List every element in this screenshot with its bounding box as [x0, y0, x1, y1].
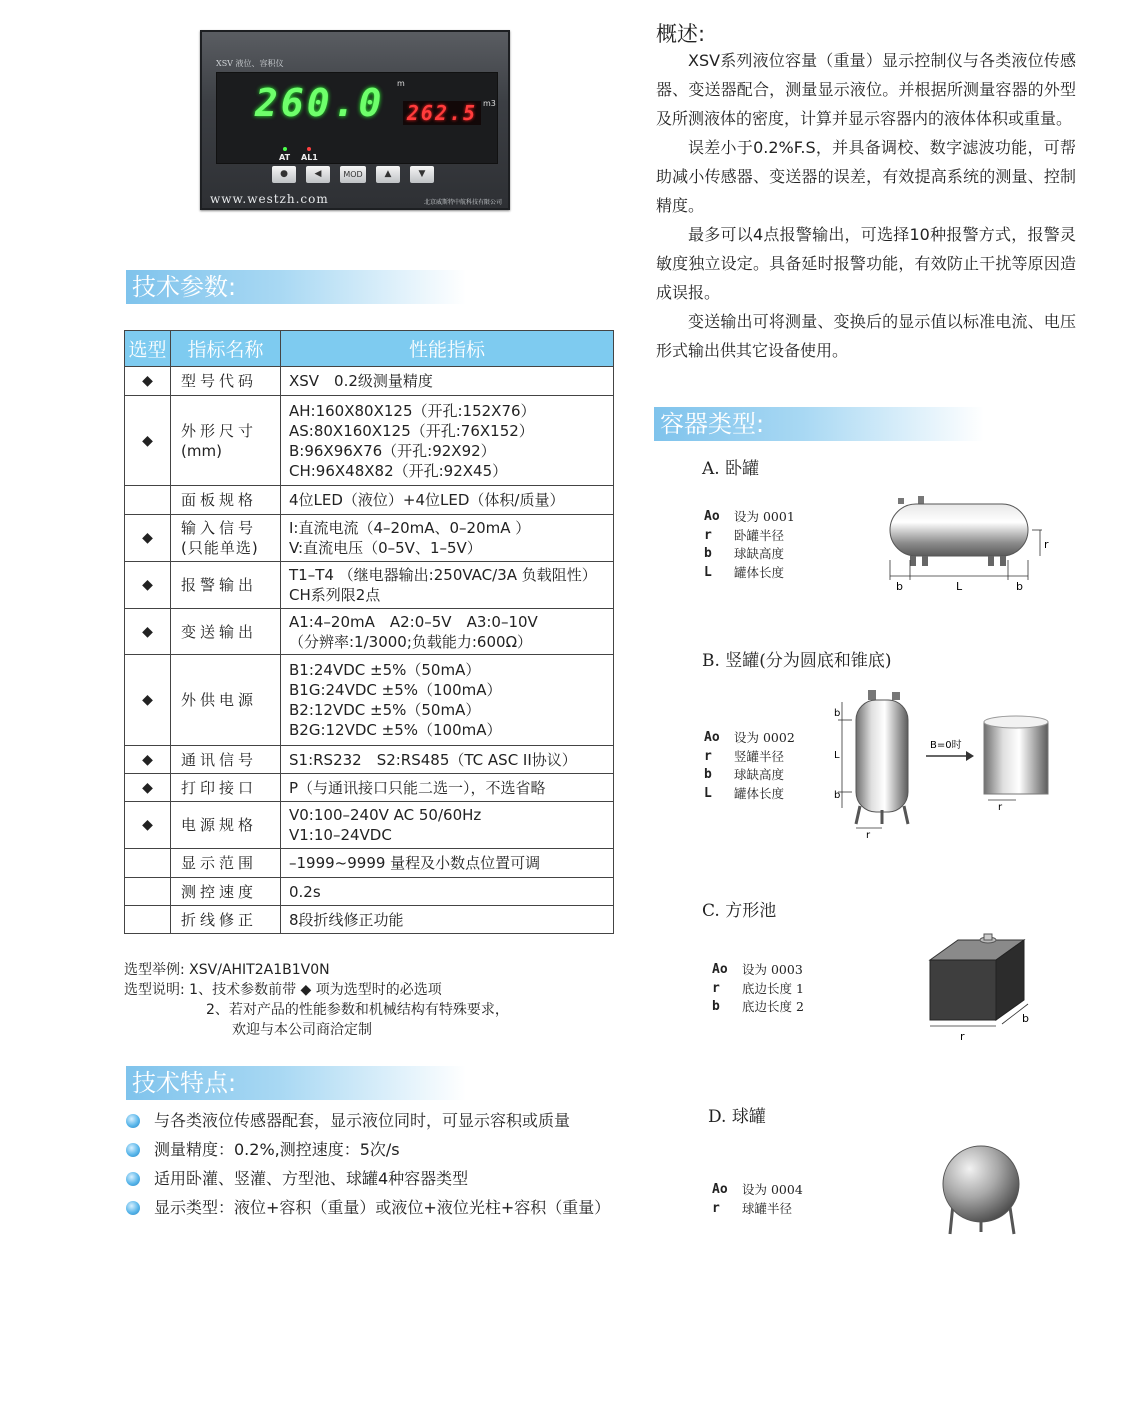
note-label: 选型说明:: [124, 982, 185, 998]
dim-label-r: r: [866, 830, 871, 840]
legend-row: b 球缺高度: [704, 546, 785, 561]
bullet-icon: [126, 1172, 140, 1186]
list-item: 与各类液位传感器配套，显示液位同时，可显示容积或质量: [126, 1106, 610, 1135]
arrow-right-icon: [966, 751, 974, 761]
table-row: [125, 849, 614, 878]
legend-row: L 罐体长度: [704, 564, 785, 580]
note-2b: 欢迎与本公司商洽定制: [232, 1022, 372, 1038]
required-mark: ◆: [125, 774, 171, 802]
table-row: [125, 906, 614, 934]
nozzle: [898, 498, 904, 504]
required-mark: [125, 906, 171, 934]
dim-label-r: r: [960, 1030, 965, 1043]
param-name: 打印接口: [171, 774, 281, 802]
param-name: 显示范围: [171, 849, 281, 878]
main-unit: m: [397, 79, 405, 88]
dim-label-l: L: [956, 580, 963, 593]
param-value: B1:24VDC ±5%（50mA） B1G:24VDC ±5%（100mA） B2:12VDC ±5%（50mA） B2G:12VDC ±5%（100mA）: [281, 655, 614, 746]
required-mark: ◆: [125, 515, 171, 562]
dim-label-r: r: [998, 802, 1003, 813]
tank-leg: [1000, 556, 1006, 566]
vertical-tank-diagram: [828, 688, 1068, 840]
param-value: S1:RS232 S2:RS485（TC ASC II协议）: [281, 746, 614, 774]
legend-row: r 卧罐半径: [704, 527, 785, 543]
required-mark: ◆: [125, 562, 171, 609]
spherical-tank-diagram: [936, 1140, 1026, 1240]
tank-leg: [910, 556, 916, 566]
maker-name: 北京威斯特中航科技有限公司: [423, 199, 502, 206]
down-key: ▼: [410, 166, 434, 183]
example-value: XSV/AHIT2A1B1V0N: [189, 962, 330, 978]
tank-body: [890, 504, 1028, 556]
header-name: 指标名称: [171, 331, 281, 367]
header-spec: 性能指标: [281, 331, 614, 367]
section-header-vessel-types: 容器类型:: [654, 407, 984, 441]
legend-row: r 底边长度 1: [712, 980, 804, 996]
legend-row: Ao 设为 0004: [712, 1182, 803, 1197]
header-select: 选型: [125, 331, 171, 367]
param-value: P（与通讯接口只能二选一），不选省略: [281, 774, 614, 802]
param-name: 输入信号 (只能单选): [171, 515, 281, 562]
section-header-tech-params: 技术参数:: [126, 270, 466, 304]
note-1: 1、技术参数前带 ◆ 项为选型时的必选项: [189, 982, 442, 998]
legend-row: r 竖罐半径: [704, 748, 785, 764]
param-value: A1:4–20mA A2:0–5V A3:0–10V （分辨率:1/3000;负载能力:600Ω）: [281, 609, 614, 655]
param-name: 测控速度: [171, 878, 281, 906]
indicator-al1: AL1: [301, 147, 318, 162]
example-label: 选型举例:: [124, 962, 185, 978]
param-name: 外供电源: [171, 655, 281, 746]
dim-label-b: b: [1016, 580, 1023, 593]
list-item: 适用卧灌、竖灌、方型池、球罐4种容器类型: [126, 1164, 610, 1193]
table-row: [125, 515, 614, 562]
required-mark: [125, 849, 171, 878]
param-value: AH:160X80X125（开孔:152X76） AS:80X160X125（开孔:76X152） B:96X96X76（开孔:92X92） CH:96X48X82（开孔:92X45）: [281, 396, 614, 486]
overview-paragraph: 变送输出可将测量、变换后的显示值以标准电流、电压形式输出供其它设备使用。: [656, 312, 1076, 360]
vessel-b-title: B. 竖罐(分为圆底和锥底): [702, 651, 892, 671]
table-row: [125, 609, 614, 655]
table-row: [125, 367, 614, 396]
b-zero-label: B=0时: [930, 740, 962, 751]
table-row: [125, 774, 614, 802]
param-name: 外形尺寸 (mm): [171, 396, 281, 486]
horizontal-tank-diagram: [880, 490, 1060, 600]
required-mark: [125, 486, 171, 515]
bullet-icon: [126, 1143, 140, 1157]
vessel-d-title: D. 球罐: [708, 1107, 766, 1127]
legend-row: b 底边长度 2: [712, 999, 804, 1014]
vessel-c-legend: [712, 961, 804, 1017]
param-name: 报警输出: [171, 562, 281, 609]
up-key: ▲: [376, 166, 400, 183]
required-mark: ◆: [125, 802, 171, 849]
overview-text: [656, 46, 1076, 365]
list-item: 显示类型：液位+容积（重量）或液位+液位光柱+容积（重量）: [126, 1193, 610, 1222]
legend-row: r 球罐半径: [712, 1200, 793, 1216]
required-mark: [125, 878, 171, 906]
controller-photo: [200, 30, 510, 210]
feature-list: [126, 1106, 610, 1222]
table-row: [125, 562, 614, 609]
overview-paragraph: 最多可以4点报警输出，可选择10种报警方式，报警灵敏度独立设定。具备延时报警功能，有效防止干扰等原因造成误报。: [656, 225, 1076, 302]
bullet-icon: [126, 1201, 140, 1215]
bullet-icon: [126, 1114, 140, 1128]
legend-row: L 罐体长度: [704, 785, 785, 801]
dim-label-b: b: [1022, 1012, 1029, 1025]
table-row: [125, 396, 614, 486]
param-name: 面板规格: [171, 486, 281, 515]
legend-row: Ao 设为 0001: [704, 509, 795, 524]
required-mark: ◆: [125, 396, 171, 486]
square-pool-diagram: [918, 930, 1048, 1046]
tank-leg: [922, 556, 928, 566]
indicator-at: AT: [279, 147, 290, 162]
param-name: 型号代码: [171, 367, 281, 396]
table-row: [125, 486, 614, 515]
tank-leg: [988, 556, 994, 566]
vessel-a-legend: [704, 508, 795, 582]
dim-label-l: L: [834, 750, 840, 761]
overview-paragraph: 误差小于0.2%F.S，并具备调校、数字滤波功能，可帮助减小传感器、变送器的误差，有效提高系统的测量、控制精度。: [656, 138, 1076, 215]
dim-label-b: b: [834, 790, 841, 801]
vessel-b-legend: [704, 729, 795, 803]
mod-key: MOD: [340, 166, 366, 183]
param-value: 0.2s: [281, 878, 614, 906]
note-2a: 2、若对产品的性能参数和机械结构有特殊要求，: [206, 1002, 509, 1018]
website-url: www.westzh.com: [210, 192, 329, 206]
vessel-a-title: A. 卧罐: [702, 459, 760, 479]
vessel-d-legend: [712, 1181, 803, 1218]
section-header-tech-features: 技术特点:: [126, 1066, 466, 1100]
required-mark: ◆: [125, 609, 171, 655]
device-button-row: [272, 166, 434, 183]
legend-row: b 球缺高度: [704, 767, 785, 782]
table-row: [125, 802, 614, 849]
param-value: V0:100–240V AC 50/60Hz V1:10–24VDC: [281, 802, 614, 849]
table-row: [125, 746, 614, 774]
device-brand-line: XSV 液位、容积仪: [216, 59, 284, 68]
param-name: 变送输出: [171, 609, 281, 655]
dim-label-b: b: [834, 708, 841, 719]
vessel-c-title: C. 方形池: [702, 901, 777, 921]
required-mark: ◆: [125, 746, 171, 774]
sub-unit: m3: [483, 99, 496, 108]
param-value: XSV 0.2级测量精度: [281, 367, 614, 396]
param-name: 通讯信号: [171, 746, 281, 774]
param-name: 电源规格: [171, 802, 281, 849]
legend-row: Ao 设为 0002: [704, 730, 795, 745]
spec-table-header: [125, 331, 614, 367]
selection-notes: [124, 960, 509, 1040]
device-screen: [216, 72, 498, 164]
table-row: [125, 878, 614, 906]
param-value: I:直流电流（4–20mA、0–20mA ） V:直流电压（0–5V、1–5V）: [281, 515, 614, 562]
param-value: –1999~9999 量程及小数点位置可调: [281, 849, 614, 878]
overview-title: 概述:: [656, 22, 706, 46]
dim-label-r: r: [1044, 538, 1049, 551]
sub-led-reading: 262.5: [403, 101, 481, 125]
param-name: 折线修正: [171, 906, 281, 934]
left-key: ◀: [306, 166, 330, 183]
param-value: 8段折线修正功能: [281, 906, 614, 934]
device-footer: [210, 192, 502, 208]
list-item: 测量精度：0.2%,测控速度：5次/s: [126, 1135, 610, 1164]
set-key: ●: [272, 166, 296, 183]
spec-table: [124, 330, 614, 934]
table-row: [125, 655, 614, 746]
nozzle: [918, 496, 924, 504]
legend-row: Ao 设为 0003: [712, 962, 803, 977]
overview-paragraph: XSV系列液位容量（重量）显示控制仪与各类液位传感器、变送器配合，测量显示液位。并根据所测量容器的外型及所测液体的密度，计算并显示容器内的液体体积或重量。: [656, 51, 1076, 128]
param-value: 4位LED（液位）+4位LED（体积/质量）: [281, 486, 614, 515]
required-mark: ◆: [125, 655, 171, 746]
required-mark: ◆: [125, 367, 171, 396]
param-value: T1–T4 （继电器输出:250VAC/3A 负载阻性） CH系列限2点: [281, 562, 614, 609]
main-led-reading: 260.0: [255, 81, 385, 125]
dim-label-b: b: [896, 580, 903, 593]
